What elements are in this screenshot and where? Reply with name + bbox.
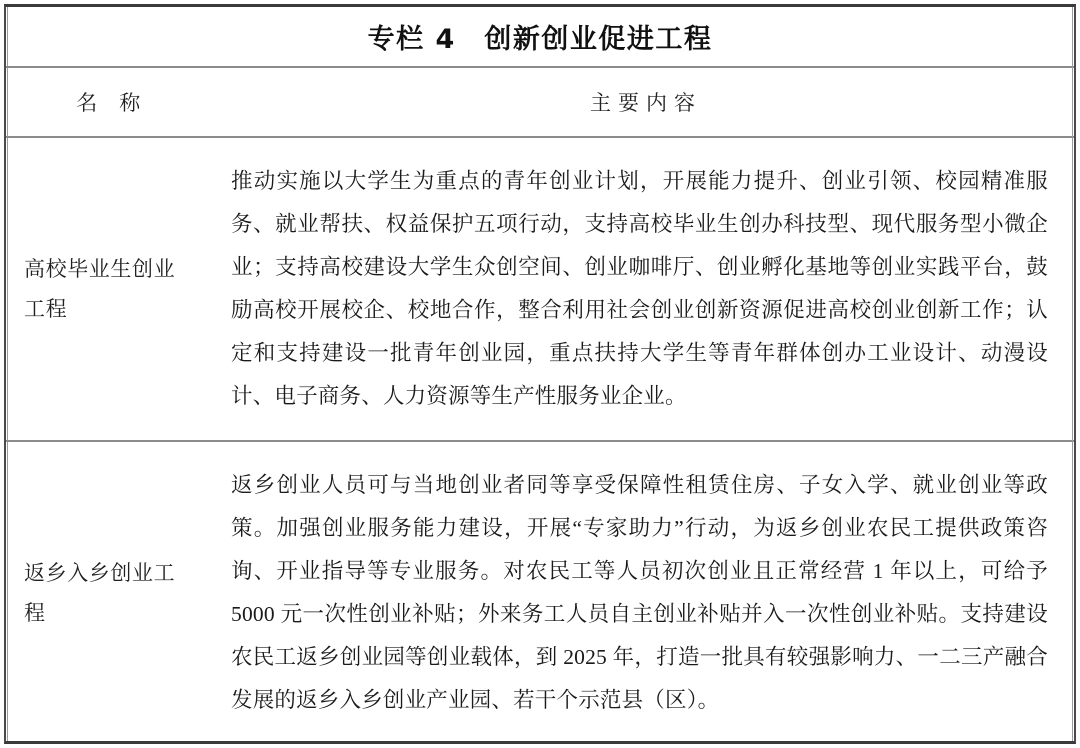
project-content-graduate-entrepreneurship: 推动实施以大学生为重点的青年创业计划，开展能力提升、创业引领、校园精准服务、就业帮扶、权益保护五项行动，支持高校毕业生创办科技型、现代服务型小微企业；支持高校建设大学生众创空间、创业咖啡厅、创业孵化基地等创业实践平台，鼓励高校开展校企、校地合作，整合利用社会创业创新资源促进高校创业创新工作；认定和支持建设一批青年创业园，重点扶持大学生等青年群体创办工业设计、动漫设计、电子商务、人力资源等生产性服务业企业。 xyxy=(231,169,1048,408)
page-title: 专栏 4 创新创业促进工程 xyxy=(367,24,713,55)
content-table xyxy=(6,68,1074,744)
row-name-cell xyxy=(6,137,211,441)
header-cell-name xyxy=(6,68,211,137)
project-name-return-hometown-entrepreneurship: 返乡入乡创业工程 xyxy=(24,561,176,625)
project-content-return-hometown-entrepreneurship: 返乡创业人员可与当地创业者同等享受保障性租赁住房、子女入学、就业创业等政策。加强创业服务能力建设，开展“专家助力”行动，为返乡创业农民工提供政策咨询、开业指导等专业服务。对农民工等人员初次创业且正常经营 1 年以上，可给予 5000 元一次性创业补贴；外来务工人员自主创业补贴并入一次性创业补贴。支持建设农民工返乡创业园等创业载体，到 2025 年，打造一批具有较强影响力、一二三产融合发展的返乡入乡创业产业园、若干个示范县（区）。 xyxy=(231,473,1048,712)
header-cell-content xyxy=(211,68,1074,137)
row-name-cell xyxy=(6,441,211,744)
project-name-graduate-entrepreneurship: 高校毕业生创业工程 xyxy=(24,257,176,321)
table-row xyxy=(6,137,1074,441)
column-header-content: 主要内容 xyxy=(590,91,702,115)
row-content-cell xyxy=(211,441,1074,744)
row-content-cell xyxy=(211,137,1074,441)
table-row xyxy=(6,441,1074,744)
column-header-name: 名 称 xyxy=(76,91,141,115)
table-outer-frame xyxy=(4,4,1076,744)
column-title-band xyxy=(6,7,1074,68)
table-header-row xyxy=(6,68,1074,137)
